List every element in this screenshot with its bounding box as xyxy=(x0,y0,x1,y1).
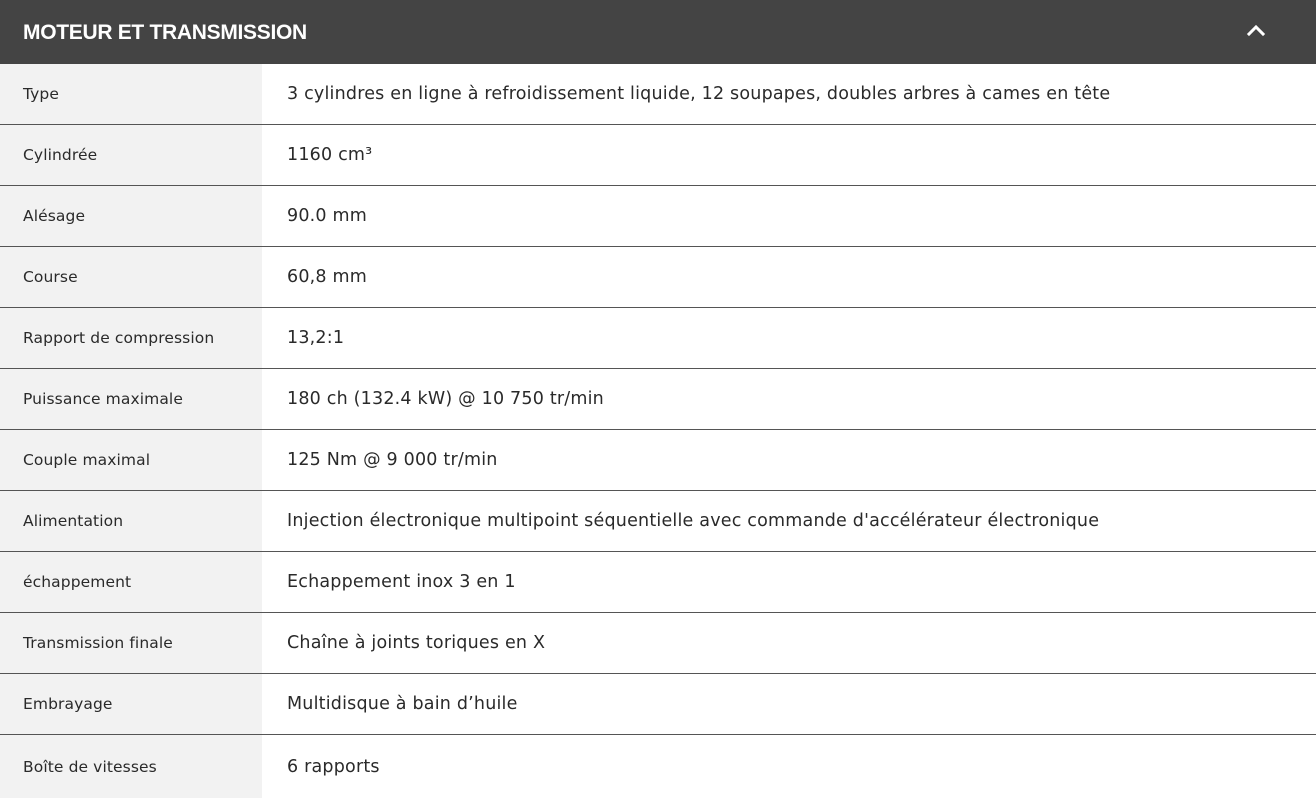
spec-label: Rapport de compression xyxy=(0,308,262,368)
chevron-up-icon[interactable] xyxy=(1242,16,1270,44)
spec-value: Chaîne à joints toriques en X xyxy=(287,633,546,653)
spec-label: Cylindrée xyxy=(0,125,262,185)
spec-label: Couple maximal xyxy=(0,430,262,490)
spec-row-embrayage xyxy=(0,674,1316,735)
spec-row-type xyxy=(0,64,1316,125)
spec-row-alesage xyxy=(0,186,1316,247)
spec-label: Alimentation xyxy=(0,491,262,551)
spec-value: 90.0 mm xyxy=(287,206,368,226)
section-title: MOTEUR ET TRANSMISSION xyxy=(23,20,307,44)
spec-row-couple xyxy=(0,430,1316,491)
spec-value: 125 Nm @ 9 000 tr/min xyxy=(287,450,498,470)
spec-value: 6 rapports xyxy=(287,756,380,777)
spec-row-course xyxy=(0,247,1316,308)
spec-label: Boîte de vitesses xyxy=(0,735,262,798)
spec-row-echappement xyxy=(0,552,1316,613)
spec-label: Embrayage xyxy=(0,674,262,734)
spec-label: Alésage xyxy=(0,186,262,246)
spec-value: 3 cylindres en ligne à refroidissement liquide, 12 soupapes, doubles arbres à cames en tête xyxy=(287,84,1111,104)
spec-row-boite xyxy=(0,735,1316,798)
spec-value: 180 ch (132.4 kW) @ 10 750 tr/min xyxy=(287,389,604,409)
spec-row-puissance xyxy=(0,369,1316,430)
spec-value: Echappement inox 3 en 1 xyxy=(287,572,516,592)
spec-label: Puissance maximale xyxy=(0,369,262,429)
spec-value: 60,8 mm xyxy=(287,267,368,287)
spec-value: Injection électronique multipoint séquentielle avec commande d'accélérateur électronique xyxy=(287,511,1100,531)
spec-row-cylindree xyxy=(0,125,1316,186)
spec-label: Type xyxy=(0,64,262,124)
spec-value: 1160 cm³ xyxy=(287,145,373,165)
spec-value: 13,2:1 xyxy=(287,328,345,348)
section-header[interactable] xyxy=(0,0,1316,64)
spec-label: échappement xyxy=(0,552,262,612)
spec-row-alimentation xyxy=(0,491,1316,552)
spec-row-transmission xyxy=(0,613,1316,674)
spec-label: Course xyxy=(0,247,262,307)
spec-value: Multidisque à bain d’huile xyxy=(287,694,518,714)
spec-row-compression xyxy=(0,308,1316,369)
spec-label: Transmission finale xyxy=(0,613,262,673)
spec-table xyxy=(0,64,1316,798)
